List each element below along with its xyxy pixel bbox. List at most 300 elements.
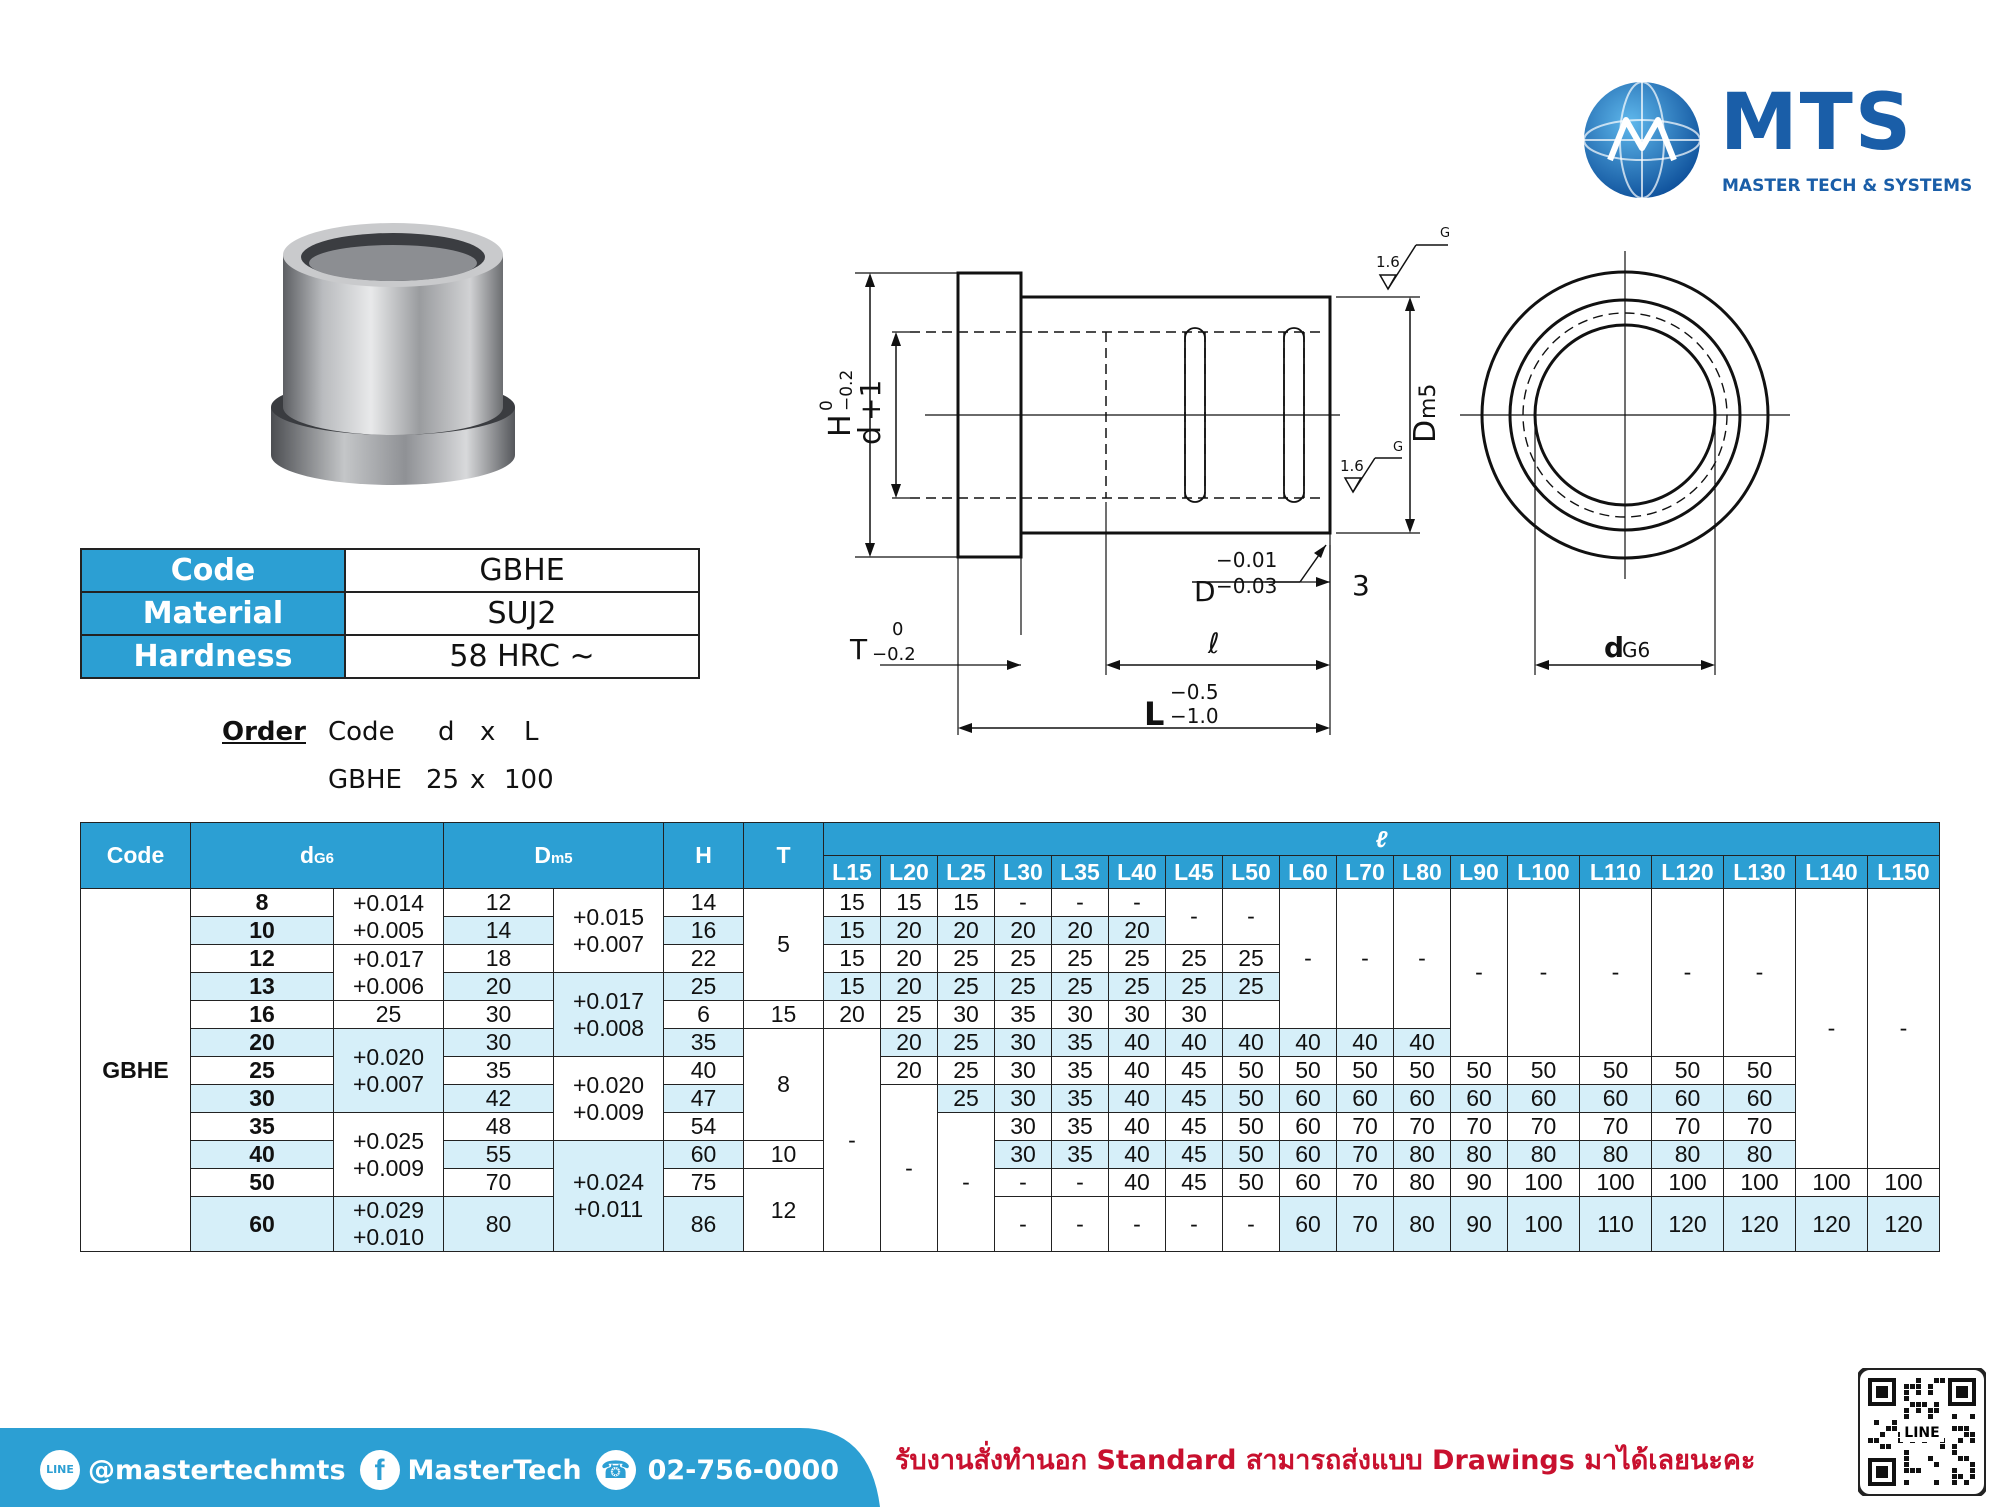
header-l100: L100 (1508, 856, 1580, 889)
d-tolerance (334, 1029, 444, 1113)
T-value: 12 (744, 1169, 824, 1252)
footer-line-id[interactable]: @mastertechmts (88, 1454, 346, 1486)
roughness-1: 1.6 (1376, 253, 1400, 271)
spec-value: 58 HRC ~ (345, 635, 699, 678)
l-value-l40: 40 (1109, 1141, 1166, 1169)
order-header-x: x (480, 717, 496, 747)
header-l140: L140 (1796, 856, 1868, 889)
D-value: 70 (444, 1169, 554, 1197)
l-value-l90: 90 (1451, 1169, 1508, 1197)
D-value: 30 (444, 1029, 554, 1057)
l-empty-dash: - (1652, 889, 1724, 1057)
l-value-l130: 70 (1724, 1113, 1796, 1141)
l-value-l60: 60 (1280, 1085, 1337, 1113)
H-value: 75 (664, 1169, 744, 1197)
D-tol-upper: +0.024 (573, 1169, 644, 1195)
header-l110: L110 (1580, 856, 1652, 889)
l-value-l50: 25 (1223, 973, 1280, 1001)
d-value: 20 (191, 1029, 334, 1057)
header-l80: L80 (1394, 856, 1451, 889)
l-value-l15: 15 (824, 973, 881, 1001)
table-row (81, 889, 1940, 917)
l-value-l110: 70 (1580, 1113, 1652, 1141)
l-value-l130: 80 (1724, 1141, 1796, 1169)
l-value-l40: 40 (1109, 1113, 1166, 1141)
header-d-sub: G6 (314, 850, 335, 867)
dim-ell-label: ℓ (1208, 627, 1220, 660)
order-header-d: d (438, 717, 455, 747)
l-value-l150: 120 (1868, 1197, 1940, 1252)
header-l130: L130 (1724, 856, 1796, 889)
l-value-l50: 40 (1223, 1029, 1280, 1057)
header-l60: L60 (1280, 856, 1337, 889)
l-value-l35: 35 (995, 1001, 1052, 1029)
l-value-l45: 25 (1166, 973, 1223, 1001)
l-value-l80: 80 (1394, 1169, 1451, 1197)
l-value-l35: 35 (1052, 1057, 1109, 1085)
l-value-l20: 20 (881, 1029, 938, 1057)
order-label: Order (222, 717, 306, 747)
globe-logo-icon (1580, 78, 1704, 202)
l-value-l25: 25 (938, 1057, 995, 1085)
l-empty-dash: - (1166, 889, 1223, 945)
spec-value: GBHE (345, 549, 699, 592)
l-value-l100: 100 (1508, 1169, 1580, 1197)
d-value: 13 (191, 973, 334, 1001)
table-row (81, 1113, 1940, 1141)
l-value-l50: 50 (1223, 1113, 1280, 1141)
order-example-d: 25 (426, 765, 460, 795)
l-value-l30: 20 (995, 917, 1052, 945)
l-empty-dash: - (1223, 1197, 1280, 1252)
l-empty-dash: - (1052, 1197, 1109, 1252)
l-value-l130: 60 (1724, 1085, 1796, 1113)
l-value-l150: 100 (1868, 1169, 1940, 1197)
l-value-l40: 30 (1052, 1001, 1109, 1029)
dim-d-tolerance: +1 (854, 379, 887, 421)
l-value-l60: 60 (1280, 1141, 1337, 1169)
header-D (444, 823, 664, 889)
l-value-l60: 60 (1280, 1113, 1337, 1141)
dimension-table (80, 822, 1940, 1252)
header-d (191, 823, 444, 889)
l-value-l110: 80 (1580, 1141, 1652, 1169)
l-value-l120: 80 (1652, 1141, 1724, 1169)
l-value-l90: 50 (1451, 1057, 1508, 1085)
d-tol-lower: +0.009 (353, 1154, 424, 1181)
l-empty-dash: - (881, 1085, 938, 1252)
l-value-l90: 70 (1451, 1113, 1508, 1141)
l-empty-dash: - (1508, 889, 1580, 1057)
T-value: 10 (744, 1141, 824, 1169)
spec-label: Material (81, 592, 345, 635)
l-value-l40: 40 (1109, 1085, 1166, 1113)
l-value-l45: 45 (1166, 1141, 1223, 1169)
header-code: Code (81, 823, 191, 889)
dim-T-upper: 0 (892, 619, 904, 640)
l-empty-dash: - (1580, 889, 1652, 1057)
d-tol-upper: +0.029 (353, 1197, 424, 1223)
l-value-l30: 30 (995, 1113, 1052, 1141)
l-value-l30: 30 (995, 1029, 1052, 1057)
dim-d-label: d (853, 425, 888, 445)
l-value-l40: 40 (1109, 1169, 1166, 1197)
roughness-1-g: G (1440, 226, 1451, 241)
header-l50: L50 (1223, 856, 1280, 889)
d-value: 60 (191, 1197, 334, 1252)
D-value: 12 (444, 889, 554, 917)
l-value-l100: 100 (1508, 1197, 1580, 1252)
l-value-l70: 60 (1337, 1085, 1394, 1113)
dim-dm-sub: m5 (1416, 383, 1441, 419)
D-value: 25 (334, 1001, 444, 1029)
l-value-l90: 60 (1451, 1085, 1508, 1113)
spec-row-hardness (81, 635, 699, 678)
l-value-l20: 20 (881, 917, 938, 945)
l-value-l30: 25 (995, 973, 1052, 1001)
D-tol-upper: +0.015 (573, 903, 644, 930)
D-tol-lower: +0.008 (573, 1014, 644, 1041)
l-value-l35: 35 (1052, 1113, 1109, 1141)
d-value: 35 (191, 1113, 334, 1141)
order-example-L: 100 (504, 765, 554, 795)
footer-phone[interactable]: 02-756-0000 (647, 1454, 840, 1486)
l-value-l35: 25 (1052, 973, 1109, 1001)
d-value: 40 (191, 1141, 334, 1169)
l-value-l110: 60 (1580, 1085, 1652, 1113)
l-value-l60: 40 (1280, 1029, 1337, 1057)
l-value-l30: 30 (938, 1001, 995, 1029)
header-l120: L120 (1652, 856, 1724, 889)
l-value-l80: 80 (1394, 1197, 1451, 1252)
H-value: 14 (664, 889, 744, 917)
header-ell: ℓ (824, 823, 1940, 856)
l-value-l70: 50 (1337, 1057, 1394, 1085)
d-tolerance (334, 945, 444, 1001)
header-l45: L45 (1166, 856, 1223, 889)
D-value: 55 (444, 1141, 554, 1169)
l-value-l130: 50 (1724, 1057, 1796, 1085)
code-cell: GBHE (81, 889, 191, 1252)
l-empty-dash: - (938, 1113, 995, 1252)
l-value-l120: 120 (1652, 1197, 1724, 1252)
l-value-l25: 25 (938, 1085, 995, 1113)
H-value: 47 (664, 1085, 744, 1113)
dim-dg-label: d (1604, 631, 1625, 664)
H-value: 30 (444, 1001, 554, 1029)
D-value: 35 (444, 1057, 554, 1085)
D-tolerance (554, 973, 664, 1057)
d-value: 50 (191, 1169, 334, 1197)
dim-dg-sub: G6 (1622, 638, 1651, 662)
dim-h-upper: 0 (817, 400, 837, 411)
l-value-l35: - (1052, 889, 1109, 917)
header-l40: L40 (1109, 856, 1166, 889)
header-l35: L35 (1052, 856, 1109, 889)
H-value: 22 (664, 945, 744, 973)
spec-value: SUJ2 (345, 592, 699, 635)
H-value: 40 (664, 1057, 744, 1085)
dim-h-label: H (823, 414, 858, 437)
l-value-l35: 35 (1052, 1029, 1109, 1057)
D-tol-lower: +0.009 (573, 1098, 644, 1125)
l-value-l15: 15 (824, 945, 881, 973)
l-value-l120: 50 (1652, 1057, 1724, 1085)
l-value-l35: 35 (1052, 1141, 1109, 1169)
l-value-l80: 80 (1394, 1141, 1451, 1169)
l-value-l50: 25 (1223, 945, 1280, 973)
dim-D-label: D (1194, 575, 1216, 608)
l-value-l50: 30 (1166, 1001, 1223, 1029)
l-value-l45: 45 (1166, 1057, 1223, 1085)
header-H: H (664, 823, 744, 889)
l-value-l110: 100 (1580, 1169, 1652, 1197)
d-tol-lower: +0.010 (353, 1224, 424, 1250)
l-value-l35: 35 (1052, 1085, 1109, 1113)
header-l70: L70 (1337, 856, 1394, 889)
l-value-l40: - (1109, 889, 1166, 917)
dim-D-lower: −0.03 (1216, 574, 1278, 598)
header-T: T (744, 823, 824, 889)
header-l20: L20 (881, 856, 938, 889)
l-value-l40: 40 (1109, 1057, 1166, 1085)
l-value-l25: 15 (938, 889, 995, 917)
l-value-l110: 110 (1580, 1197, 1652, 1252)
l-value-l15: 15 (744, 1001, 824, 1029)
l-value-l35: 25 (1052, 945, 1109, 973)
d-tol-upper: +0.025 (353, 1127, 424, 1154)
l-value-l80: 50 (1394, 1057, 1451, 1085)
header-D-sub: m5 (550, 850, 573, 867)
d-tolerance (334, 1197, 444, 1252)
H-value: 54 (664, 1113, 744, 1141)
l-value-l25: 25 (938, 1029, 995, 1057)
l-value-l70: 40 (1337, 1029, 1394, 1057)
l-value-l80: 70 (1394, 1113, 1451, 1141)
d-tol-upper: +0.020 (353, 1043, 424, 1070)
l-empty-dash: - (1052, 1169, 1109, 1197)
technical-drawing (780, 215, 1960, 760)
l-value-l20: 20 (881, 1057, 938, 1085)
order-header-L: L (524, 717, 539, 747)
l-empty-dash: - (1394, 889, 1451, 1029)
l-value-l100: 60 (1508, 1085, 1580, 1113)
D-tol-lower: +0.007 (573, 930, 644, 957)
l-value-l140: 100 (1796, 1169, 1868, 1197)
l-value-l20: 15 (881, 889, 938, 917)
header-l90: L90 (1451, 856, 1508, 889)
l-value-l30: 30 (995, 1057, 1052, 1085)
spec-label: Hardness (81, 635, 345, 678)
dim-h-lower: −0.2 (837, 369, 857, 411)
l-value-l50: 50 (1223, 1085, 1280, 1113)
l-value-l30: 30 (995, 1085, 1052, 1113)
l-value-l40: 40 (1109, 1029, 1166, 1057)
l-empty-dash: - (1796, 889, 1868, 1169)
l-empty-dash: - (1280, 889, 1337, 1029)
d-value: 25 (191, 1057, 334, 1085)
l-value-l20: 20 (881, 973, 938, 1001)
l-value-l45: 45 (1166, 1113, 1223, 1141)
l-value-l45: 45 (1166, 1169, 1223, 1197)
d-tol-lower: +0.006 (353, 972, 424, 999)
table-row (81, 1197, 1940, 1252)
phone-icon[interactable]: ☎ (596, 1450, 636, 1490)
l-value-l30: - (995, 889, 1052, 917)
l-empty-dash: - (1223, 889, 1280, 945)
H-value: 86 (664, 1197, 744, 1252)
l-value-l25: 25 (938, 945, 995, 973)
dim-L-lower: −1.0 (1170, 704, 1219, 728)
spec-row-material (81, 592, 699, 635)
D-value: 18 (444, 945, 554, 973)
l-value-l70: 70 (1337, 1141, 1394, 1169)
header-l15: L15 (824, 856, 881, 889)
qr-label: LINE (1904, 1425, 1940, 1441)
header-D-main: D (534, 842, 551, 868)
dim-L-label: L (1144, 695, 1165, 733)
l-value-l45: 40 (1166, 1029, 1223, 1057)
d-value: 12 (191, 945, 334, 973)
l-value-l100: 80 (1508, 1141, 1580, 1169)
H-value: 16 (664, 917, 744, 945)
d-value: 16 (191, 1001, 334, 1029)
l-value-l80: 60 (1394, 1085, 1451, 1113)
l-value-l25: 25 (938, 973, 995, 1001)
l-value-l120: 60 (1652, 1085, 1724, 1113)
l-value-l15: 15 (824, 917, 881, 945)
d-tolerance (334, 1113, 444, 1197)
roughness-2: 1.6 (1340, 457, 1364, 475)
l-value-l130: 100 (1724, 1169, 1796, 1197)
dim-three: 3 (1352, 569, 1370, 602)
D-tolerance (554, 889, 664, 973)
T-value: 8 (744, 1029, 824, 1141)
D-value: 14 (444, 917, 554, 945)
dim-L-upper: −0.5 (1170, 680, 1219, 704)
d-tol-lower: +0.007 (353, 1070, 424, 1097)
l-value-l25: 20 (938, 917, 995, 945)
l-value-l70: 70 (1337, 1113, 1394, 1141)
D-tolerance (554, 1141, 664, 1252)
l-value-l20: 20 (881, 945, 938, 973)
l-value-l60: 50 (1280, 1057, 1337, 1085)
header-l150: L150 (1868, 856, 1940, 889)
d-value: 30 (191, 1085, 334, 1113)
d-tol-upper: +0.017 (353, 945, 424, 972)
l-value-l100: 50 (1508, 1057, 1580, 1085)
l-value-l25: 25 (881, 1001, 938, 1029)
footer-message: รับงานสั่งทำนอก Standard สามารถส่งแบบ Drawings มาได้เลยนะคะ (895, 1445, 1756, 1476)
l-value-l90: 80 (1451, 1141, 1508, 1169)
l-empty-dash: - (1109, 1197, 1166, 1252)
l-value-l140: 120 (1796, 1197, 1868, 1252)
d-value: 10 (191, 917, 334, 945)
footer-contacts (40, 1448, 839, 1492)
dim-T-label: T (850, 633, 868, 666)
d-tolerance (334, 889, 444, 945)
l-value-l30: 25 (995, 945, 1052, 973)
l-value-l60: 60 (1280, 1197, 1337, 1252)
D-tol-upper: +0.017 (573, 987, 644, 1014)
l-value-l70: 70 (1337, 1197, 1394, 1252)
l-empty-dash: - (1868, 889, 1940, 1169)
facebook-icon[interactable]: f (360, 1450, 400, 1490)
footer-facebook[interactable]: MasterTech (407, 1454, 582, 1486)
D-value: 80 (444, 1197, 554, 1252)
brand-name: MTS (1720, 78, 1914, 168)
l-empty-dash: - (824, 1029, 881, 1252)
order-example (222, 708, 564, 804)
l-value-l130: 120 (1724, 1197, 1796, 1252)
D-value: 48 (444, 1113, 554, 1141)
D-tol-upper: +0.020 (573, 1071, 644, 1098)
spec-row-code (81, 549, 699, 592)
l-value-l70: 70 (1337, 1169, 1394, 1197)
l-value-l120: 70 (1652, 1113, 1724, 1141)
H-value: 60 (664, 1141, 744, 1169)
dim-T-lower: −0.2 (872, 644, 916, 665)
l-value-l100: 70 (1508, 1113, 1580, 1141)
T-value: 5 (744, 889, 824, 1001)
l-value-l45: 30 (1109, 1001, 1166, 1029)
H-value: 35 (664, 1029, 744, 1057)
l-value-l45: 45 (1166, 1085, 1223, 1113)
header-l25: L25 (938, 856, 995, 889)
brand-logo (1580, 78, 1990, 208)
l-value-l40: 25 (1109, 945, 1166, 973)
l-value-l60: 60 (1280, 1169, 1337, 1197)
spec-label: Code (81, 549, 345, 592)
l-value-l15: 15 (824, 889, 881, 917)
l-value-l50: 50 (1223, 1057, 1280, 1085)
roughness-2-g: G (1393, 440, 1404, 455)
l-value-l50: 50 (1223, 1169, 1280, 1197)
H-value: 25 (664, 973, 744, 1001)
d-value: 8 (191, 889, 334, 917)
l-value-l40: 25 (1109, 973, 1166, 1001)
d-tol-lower: +0.005 (353, 916, 424, 943)
D-tolerance (554, 1057, 664, 1141)
l-empty-dash: - (1166, 1197, 1223, 1252)
l-value-l45: 25 (1166, 945, 1223, 973)
qr-code-icon[interactable] (1858, 1368, 1986, 1496)
l-empty-dash: - (1724, 889, 1796, 1057)
brand-tagline: MASTER TECH & SYSTEMS (1722, 176, 1973, 196)
order-example-x: x (470, 765, 486, 795)
spec-table (80, 548, 700, 679)
dim-D-upper: −0.01 (1216, 548, 1278, 572)
l-empty-dash: - (995, 1169, 1052, 1197)
l-empty-dash: - (1337, 889, 1394, 1029)
l-value-l110: 50 (1580, 1057, 1652, 1085)
l-empty-dash: - (1451, 889, 1508, 1057)
dim-dm-label: D (1408, 419, 1443, 443)
l-value-l90: 90 (1451, 1197, 1508, 1252)
l-value-l40: 20 (1109, 917, 1166, 945)
order-example-code: GBHE (328, 765, 402, 795)
l-value-l35: 20 (1052, 917, 1109, 945)
l-value-l120: 100 (1652, 1169, 1724, 1197)
header-l30: L30 (995, 856, 1052, 889)
l-value-l30: 30 (995, 1141, 1052, 1169)
d-tol-upper: +0.014 (353, 889, 424, 916)
l-value-l50: 50 (1223, 1141, 1280, 1169)
header-d-main: d (299, 842, 315, 868)
order-header-code: Code (328, 717, 395, 747)
bushing-photo (265, 215, 525, 500)
line-icon[interactable]: LINE (40, 1450, 80, 1490)
